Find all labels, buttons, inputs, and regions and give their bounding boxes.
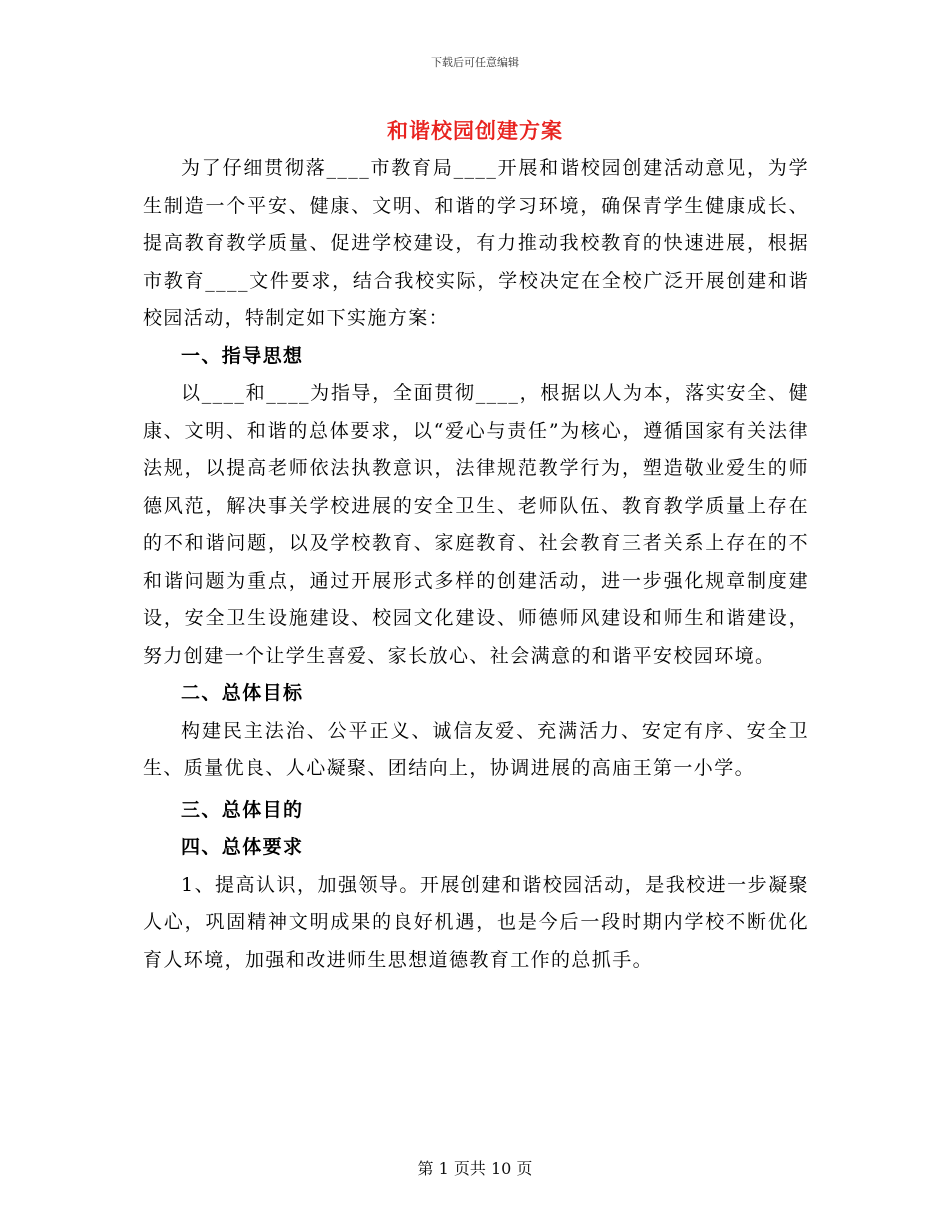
header-note: 下载后可任意编辑 [431, 56, 519, 69]
overall-goal-paragraph: 构建民主法治、公平正义、诚信友爱、充满活力、安定有序、安全卫生、质量优良、人心凝聚、团结向上，协调进展的高庙王第一小学。 [143, 719, 809, 779]
document-body [143, 150, 809, 979]
intro-paragraph: 为了仔细贯彻落____市教育局____开展和谐校园创建活动意见，为学生制造一个平安、健康、文明、和谐的学习环境，确保青学生健康成长、提高教育教学质量、促进学校建设，有力推动我校教育的快速进展，根据市教育____文件要求，结合我校实际，学校决定在全校广泛开展创建和谐校园活动，特制定如下实施方案： [143, 157, 809, 329]
section-heading-guiding-ideology: 一、指导思想 [181, 344, 304, 367]
requirements-paragraph-1: 1、提高认识，加强领导。开展创建和谐校园活动，是我校进一步凝聚人心，巩固精神文明成果的良好机遇，也是今后一段时期内学校不断优化育人环境，加强和改进师生思想道德教育工作的总抓手。 [143, 873, 809, 971]
guiding-ideology-paragraph: 以____和____为指导，全面贯彻____，根据以人为本，落实安全、健康、文明、和谐的总体要求，以“爱心与责任”为核心，遵循国家有关法律法规，以提高老师依法执教意识，法律规范教学行为，塑造敬业爱生的师德风范，解决事关学校进展的安全卫生、老师队伍、教育教学质量上存在的不和谐问题，以及学校教育、家庭教育、社会教育三者关系上存在的不和谐问题为重点，通过开展形式多样的创建活动，进一步强化规章制度建设，安全卫生设施建设、校园文化建设、师德师风建设和师生和谐建设，努力创建一个让学生喜爱、家长放心、社会满意的和谐平安校园环境。 [143, 382, 809, 667]
section-heading-overall-purpose: 三、总体目的 [181, 798, 304, 821]
section-heading-overall-goal: 二、总体目标 [181, 682, 304, 704]
page-footer: 第 1 页共 10 页 [417, 1159, 533, 1178]
document-title: 和谐校园创建方案 [387, 119, 563, 143]
section-heading-overall-requirements: 四、总体要求 [181, 836, 304, 858]
